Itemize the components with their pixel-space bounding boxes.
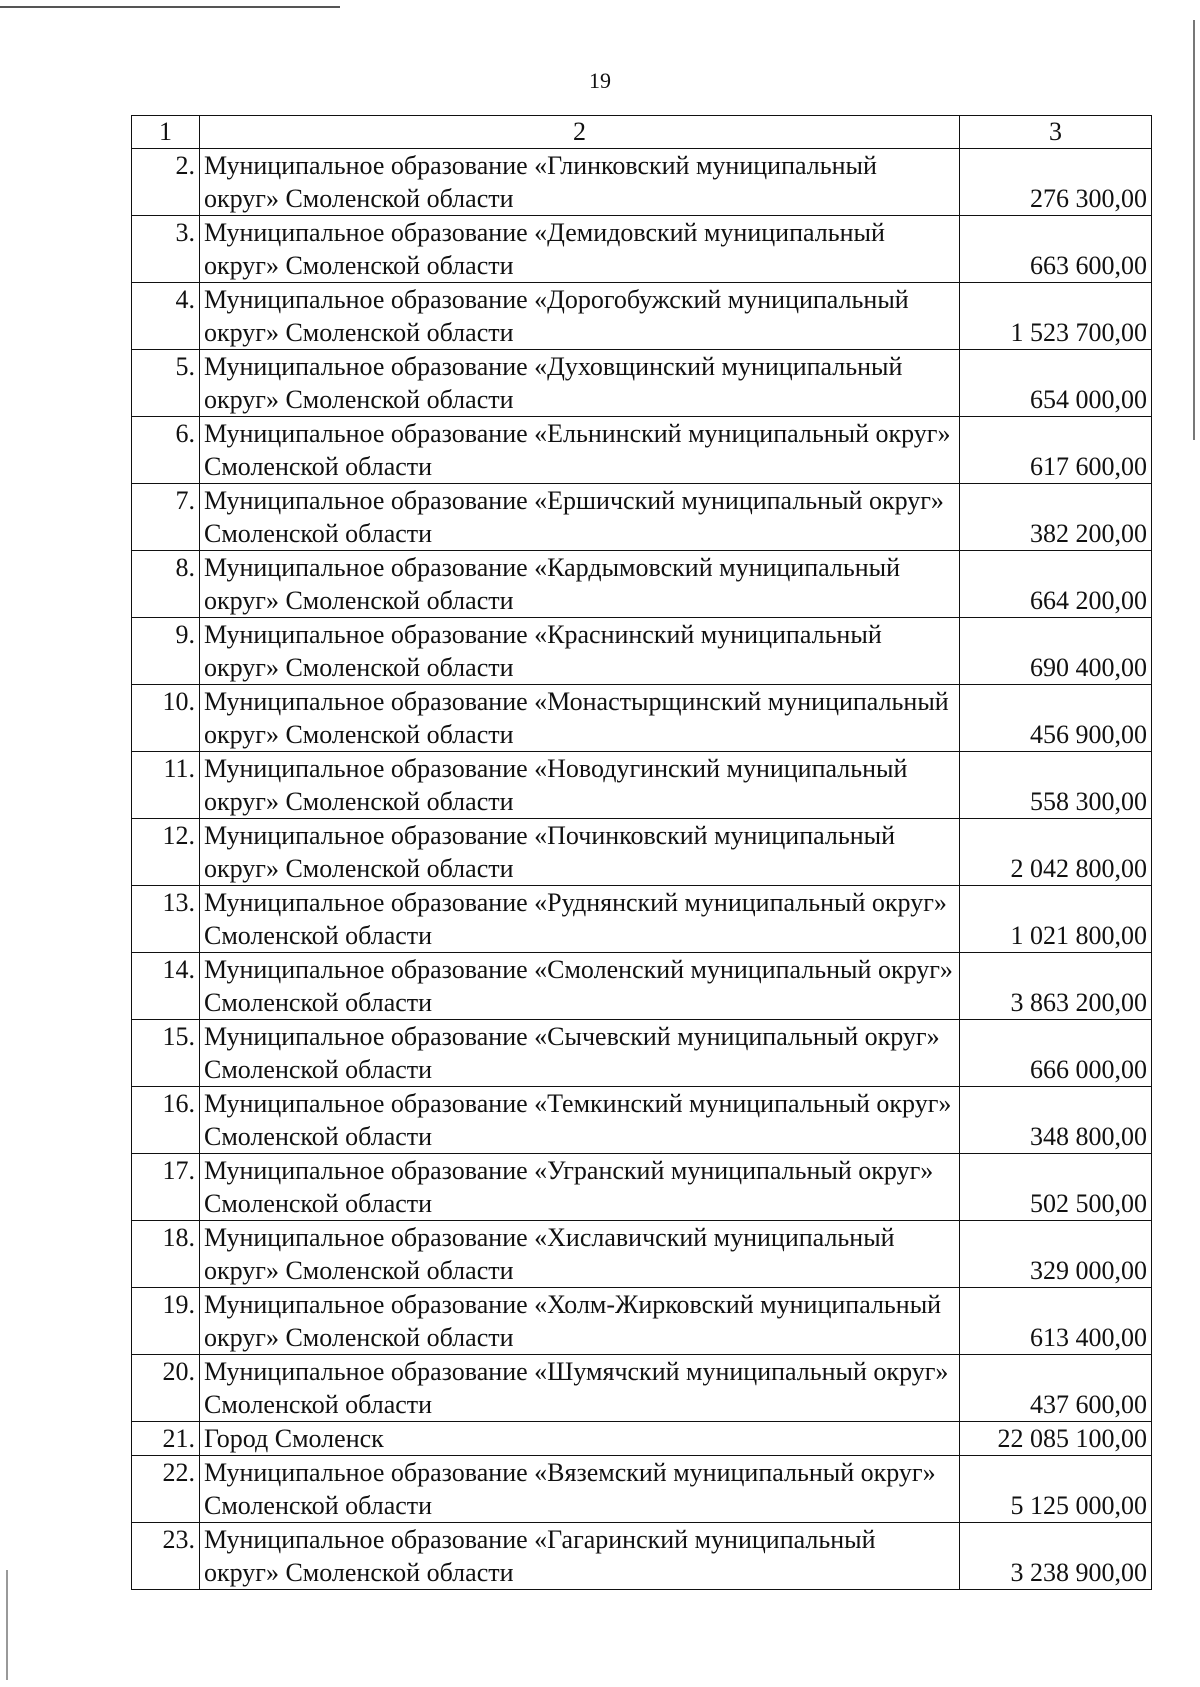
- allocation-amount: 1 021 800,00: [960, 886, 1152, 953]
- municipality-name: Муниципальное образование «Демидовский муниципальный округ» Смоленской области: [200, 216, 960, 283]
- table-row: [132, 1020, 1152, 1087]
- allocation-amount: 663 600,00: [960, 216, 1152, 283]
- page-number: 19: [589, 68, 611, 93]
- table-row: [132, 350, 1152, 417]
- table-row: [132, 752, 1152, 819]
- municipality-name: Муниципальное образование «Вяземский муниципальный округ» Смоленской области: [200, 1456, 960, 1523]
- row-number: 18.: [132, 1221, 200, 1288]
- municipality-name: Муниципальное образование «Темкинский муниципальный округ» Смоленской области: [200, 1087, 960, 1154]
- municipality-name: Муниципальное образование «Холм-Жирковский муниципальный округ» Смоленской области: [200, 1288, 960, 1355]
- table-row: [132, 1355, 1152, 1422]
- municipality-name: Муниципальное образование «Угранский муниципальный округ» Смоленской области: [200, 1154, 960, 1221]
- allocation-amount: 666 000,00: [960, 1020, 1152, 1087]
- table-body: [132, 149, 1152, 1590]
- allocation-amount: 613 400,00: [960, 1288, 1152, 1355]
- municipality-name: Муниципальное образование «Кардымовский муниципальный округ» Смоленской области: [200, 551, 960, 618]
- row-number: 4.: [132, 283, 200, 350]
- allocation-amount: 690 400,00: [960, 618, 1152, 685]
- row-number: 2.: [132, 149, 200, 216]
- table-row: [132, 1288, 1152, 1355]
- municipality-name: Муниципальное образование «Глинковский муниципальный округ» Смоленской области: [200, 149, 960, 216]
- row-number: 22.: [132, 1456, 200, 1523]
- allocation-amount: 22 085 100,00: [960, 1422, 1152, 1456]
- municipality-name: Муниципальное образование «Гагаринский муниципальный округ» Смоленской области: [200, 1523, 960, 1590]
- allocation-amount: 5 125 000,00: [960, 1456, 1152, 1523]
- table-row: [132, 1422, 1152, 1456]
- table-row: [132, 1456, 1152, 1523]
- table-row: [132, 417, 1152, 484]
- allocation-amount: 502 500,00: [960, 1154, 1152, 1221]
- row-number: 11.: [132, 752, 200, 819]
- table-row: [132, 551, 1152, 618]
- allocation-amount: 617 600,00: [960, 417, 1152, 484]
- municipality-name: Муниципальное образование «Новодугинский муниципальный округ» Смоленской области: [200, 752, 960, 819]
- municipality-name: Муниципальное образование «Духовщинский муниципальный округ» Смоленской области: [200, 350, 960, 417]
- allocation-amount: 664 200,00: [960, 551, 1152, 618]
- allocation-amount: 558 300,00: [960, 752, 1152, 819]
- row-number: 17.: [132, 1154, 200, 1221]
- table-row: [132, 1523, 1152, 1590]
- row-number: 19.: [132, 1288, 200, 1355]
- table-header: [132, 116, 1152, 149]
- row-number: 6.: [132, 417, 200, 484]
- row-number: 12.: [132, 819, 200, 886]
- municipality-name: Город Смоленск: [200, 1422, 960, 1456]
- municipality-name: Муниципальное образование «Шумячский муниципальный округ» Смоленской области: [200, 1355, 960, 1422]
- table-row: [132, 953, 1152, 1020]
- row-number: 21.: [132, 1422, 200, 1456]
- municipality-name: Муниципальное образование «Починковский муниципальный округ» Смоленской области: [200, 819, 960, 886]
- row-number: 10.: [132, 685, 200, 752]
- allocation-amount: 3 238 900,00: [960, 1523, 1152, 1590]
- scan-edge-left: [6, 1570, 8, 1680]
- row-number: 20.: [132, 1355, 200, 1422]
- municipality-name: Муниципальное образование «Краснинский муниципальный округ» Смоленской области: [200, 618, 960, 685]
- table-row: [132, 1154, 1152, 1221]
- table-row: [132, 1087, 1152, 1154]
- municipality-name: Муниципальное образование «Смоленский муниципальный округ» Смоленской области: [200, 953, 960, 1020]
- scan-edge-top: [0, 6, 340, 8]
- table-row: [132, 216, 1152, 283]
- table-row: [132, 819, 1152, 886]
- row-number: 15.: [132, 1020, 200, 1087]
- allocation-amount: 3 863 200,00: [960, 953, 1152, 1020]
- table-row: [132, 484, 1152, 551]
- row-number: 5.: [132, 350, 200, 417]
- row-number: 9.: [132, 618, 200, 685]
- header-col-number: 1: [132, 116, 200, 149]
- municipality-name: Муниципальное образование «Монастырщинский муниципальный округ» Смоленской области: [200, 685, 960, 752]
- row-number: 23.: [132, 1523, 200, 1590]
- municipality-name: Муниципальное образование «Ельнинский муниципальный округ» Смоленской области: [200, 417, 960, 484]
- municipality-name: Муниципальное образование «Ершичский муниципальный округ» Смоленской области: [200, 484, 960, 551]
- municipality-name: Муниципальное образование «Хиславичский муниципальный округ» Смоленской области: [200, 1221, 960, 1288]
- allocation-amount: 456 900,00: [960, 685, 1152, 752]
- table-row: [132, 685, 1152, 752]
- row-number: 16.: [132, 1087, 200, 1154]
- municipality-name: Муниципальное образование «Сычевский муниципальный округ» Смоленской области: [200, 1020, 960, 1087]
- table-row: [132, 283, 1152, 350]
- row-number: 8.: [132, 551, 200, 618]
- row-number: 7.: [132, 484, 200, 551]
- allocation-amount: 2 042 800,00: [960, 819, 1152, 886]
- table-row: [132, 149, 1152, 216]
- table-row: [132, 886, 1152, 953]
- allocation-amount: 276 300,00: [960, 149, 1152, 216]
- allocation-amount: 329 000,00: [960, 1221, 1152, 1288]
- allocation-table: [131, 115, 1152, 1590]
- row-number: 13.: [132, 886, 200, 953]
- allocation-amount: 437 600,00: [960, 1355, 1152, 1422]
- row-number: 3.: [132, 216, 200, 283]
- header-row: [132, 116, 1152, 149]
- row-number: 14.: [132, 953, 200, 1020]
- allocation-amount: 382 200,00: [960, 484, 1152, 551]
- header-col-name: 2: [200, 116, 960, 149]
- allocation-amount: 654 000,00: [960, 350, 1152, 417]
- table-row: [132, 618, 1152, 685]
- allocation-amount: 1 523 700,00: [960, 283, 1152, 350]
- municipality-name: Муниципальное образование «Руднянский муниципальный округ» Смоленской области: [200, 886, 960, 953]
- allocation-amount: 348 800,00: [960, 1087, 1152, 1154]
- municipality-name: Муниципальное образование «Дорогобужский муниципальный округ» Смоленской области: [200, 283, 960, 350]
- header-col-amount: 3: [960, 116, 1152, 149]
- table-row: [132, 1221, 1152, 1288]
